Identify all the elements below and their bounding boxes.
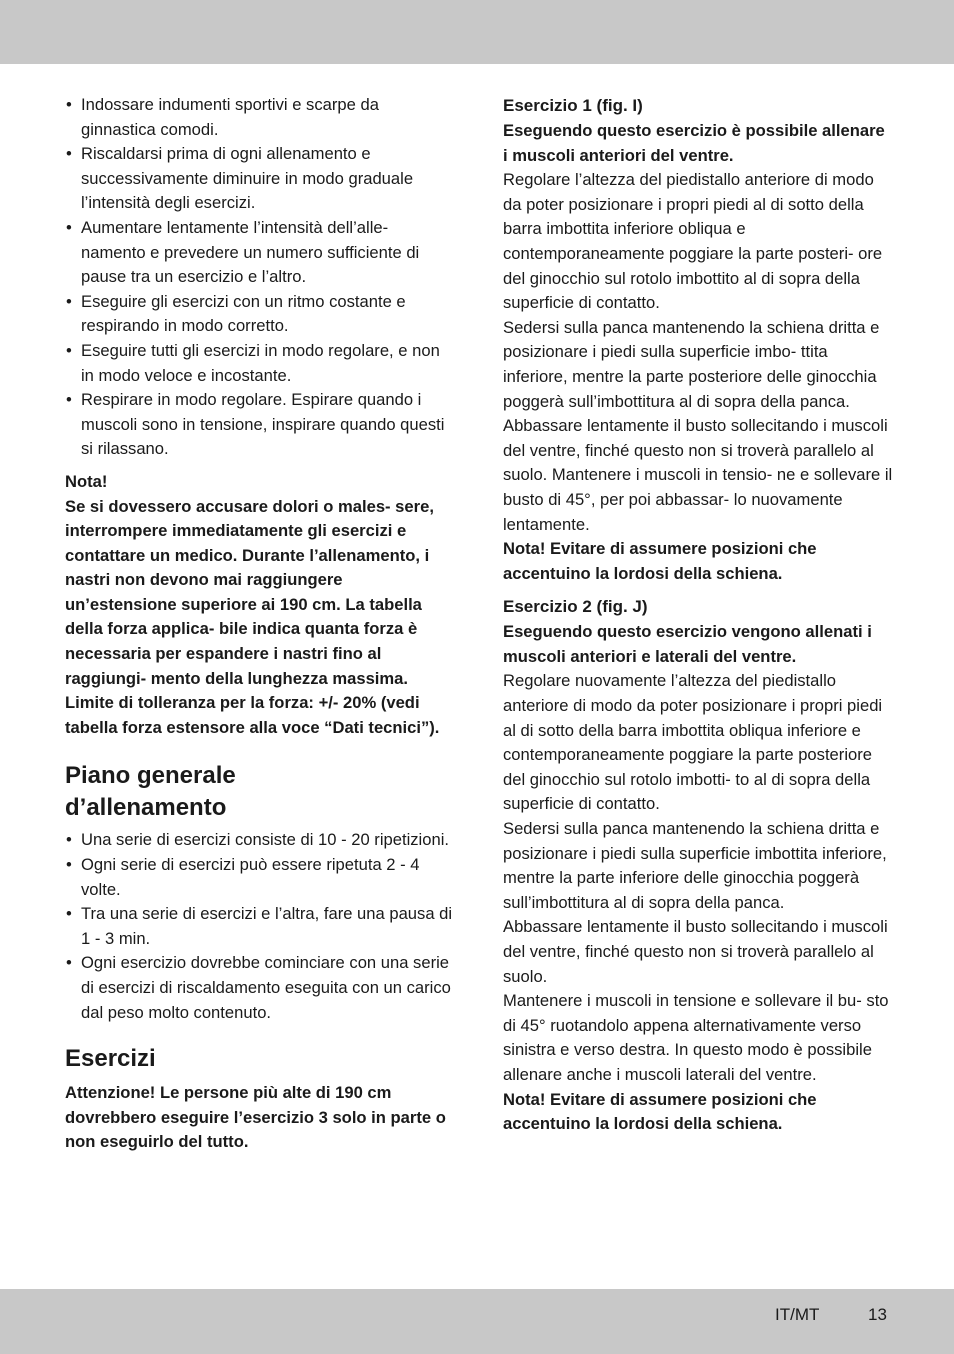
exercise-2-paragraph: Sedersi sulla panca mantenendo la schiena dritta e posizionare i piedi sulla superficie imbottita inferiore, mentre la parte inferiore delle ginocchia poggerà sull’imbottitura al di sopra della panca. <box>503 819 887 912</box>
exercise-2-paragraph: Regolare nuovamente l’altezza del piedistallo anteriore di modo da poter posizionare i propri piedi al di sotto della barra imbottita obliqua inferiore e contemporaneamente poggiare la parte posteriore del ginocchio sul rotolo imbotti- to al di sopra della superficie di contatto. <box>503 671 883 814</box>
list-item: • Una serie di esercizi consiste di 10 - 20 ripetizioni. <box>65 828 455 853</box>
header-band <box>0 0 954 64</box>
list-item: • Ogni serie di esercizi può essere ripetuta 2 - 4 volte. <box>65 853 455 902</box>
exercise-1-lead: Eseguendo questo esercizio è possibile allenare i muscoli anteriori del ventre. <box>503 121 885 165</box>
exercise-1-paragraph: Abbassare lentamente il busto sollecitando i muscoli del ventre, finché questo non si troverà parallelo al suolo. Mantenere i muscoli in tensio- ne e sollevare il busto di 45°, per poi abbassar- lo nuovamente lentamente. <box>503 416 893 534</box>
footer-language-code: IT/MT <box>775 1305 820 1324</box>
list-item: • Eseguire tutti gli esercizi in modo regolare, e non in modo veloce e incostante. <box>65 339 455 388</box>
right-column <box>503 93 893 1137</box>
exercise-1-title: Esercizio 1 (fig. I) <box>503 96 643 115</box>
list-item: • Aumentare lentamente l’intensità dell’alle- namento e prevedere un numero sufficiente di pause tra un esercizio e l’altro. <box>65 216 455 290</box>
exercise-1-note: Nota! Evitare di assumere posizioni che accentuino la lordosi della schiena. <box>503 539 817 583</box>
note-body: Se si dovessero accusare dolori o males- sere, interrompere immediatamente gli esercizi e contattare un medico. Durante l’allenamento, i nastri non devono mai raggiungere un’estensione superiore ai 190 cm. La tabella della forza applica- bile indica quanta forza è necessaria per espandere i nastri fino al raggiungi- mento della lunghezza massima. Limite di tolleranza per la forza: +/- 20% (vedi tabella forza estensore alla voce “Dati tecnici”). <box>65 496 440 737</box>
list-item: • Ogni esercizio dovrebbe cominciare con una serie di esercizi di riscaldamento eseguita con un carico dal peso molto contenuto. <box>65 951 455 1025</box>
exercise-1-paragraph: Sedersi sulla panca mantenendo la schiena dritta e posizionare i piedi sulla superficie imbo- ttita inferiore, mentre la parte posteriore delle ginocchia poggerà sull’imbottitura al di sopra della panca. <box>503 317 880 411</box>
heading-line: Piano generale <box>65 762 236 790</box>
heading-line: d’allenamento <box>65 794 227 822</box>
exercise-2-paragraph: Abbassare lentamente il busto sollecitando i muscoli del ventre, finché questo non si troverà parallelo al suolo. <box>503 917 888 986</box>
left-column <box>65 93 455 1155</box>
list-item: • Indossare indumenti sportivi e scarpe da ginnastica comodi. <box>65 93 455 142</box>
training-plan-heading <box>65 760 455 824</box>
exercise-2-note: Nota! Evitare di assumere posizioni che accentuino la lordosi della schiena. <box>503 1089 817 1134</box>
plan-bullet-list <box>65 828 455 1025</box>
list-item: • Eseguire gli esercizi con un ritmo costante e respirando in modo corretto. <box>65 290 455 339</box>
attention-note: Attenzione! Le persone più alte di 190 cm dovrebbero eseguire l’esercizio 3 solo in parte o non eseguirlo del tutto. <box>65 1083 446 1152</box>
exercise-2-paragraph: Mantenere i muscoli in tensione e sollevare il bu- sto di 45° ruotandolo appena alternativamente verso sinistra e verso destra. In questo modo è possibile allenare anche i muscoli laterali del ventre. <box>503 991 889 1084</box>
exercise-1-paragraph: Regolare l’altezza del piedistallo anteriore di modo da poter posizionare i propri piedi al di sotto della barra imbottita inferiore obliqua e contemporaneamente poggiare la parte posteri- ore del ginocchio sul rotolo imbottito al di sopra della superficie di contatto. <box>503 170 883 313</box>
list-item: • Riscaldarsi prima di ogni allenamento e successivamente diminuire in modo graduale l’intensità degli esercizi. <box>65 142 455 216</box>
note-title: Nota! <box>65 471 108 491</box>
exercise-2-lead: Eseguendo questo esercizio vengono allenati i muscoli anteriori e laterali del ventre. <box>503 622 872 666</box>
exercises-heading: Esercizi <box>65 1045 156 1073</box>
page-number: 13 <box>868 1305 887 1324</box>
list-item: • Tra una serie di esercizi e l’altra, fare una pausa di 1 - 3 min. <box>65 902 455 951</box>
intro-bullet-list <box>65 93 455 462</box>
exercise-2-title: Esercizio 2 (fig. J) <box>503 597 648 617</box>
list-item: • Respirare in modo regolare. Espirare quando i muscoli sono in tensione, inspirare quando questi si rilassano. <box>65 388 455 462</box>
